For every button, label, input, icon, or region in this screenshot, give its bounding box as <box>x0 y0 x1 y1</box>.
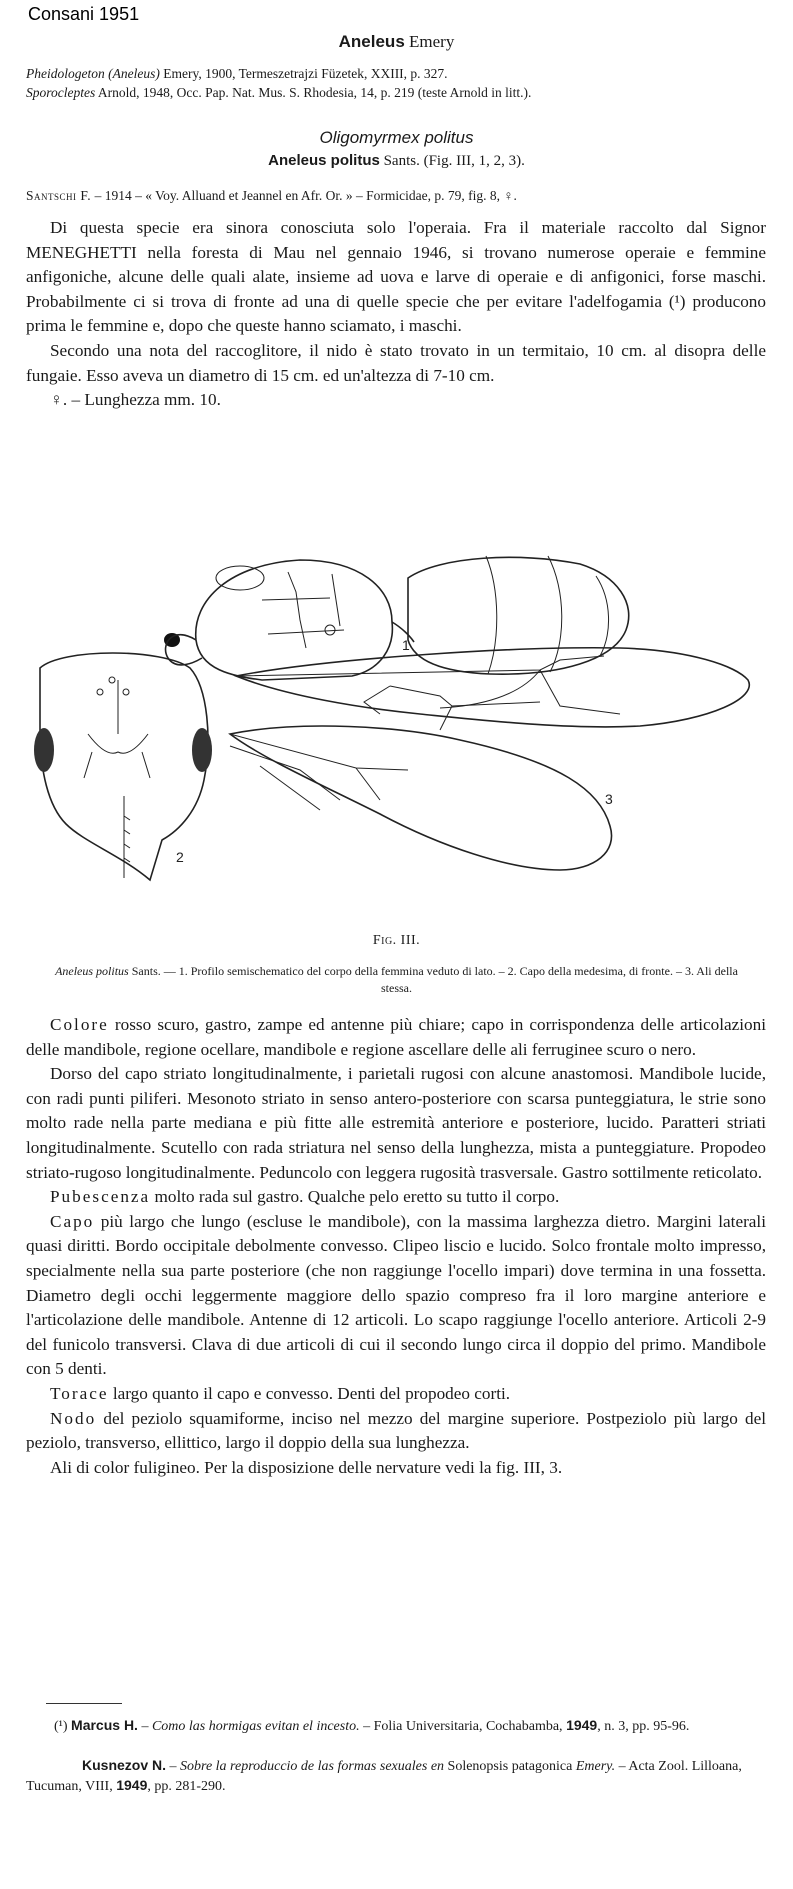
footnote-year: 1949 <box>566 1717 598 1733</box>
description-paragraph <box>26 1407 766 1456</box>
ant-head-drawing <box>34 653 212 880</box>
description-paragraph <box>26 1185 766 1210</box>
footnote-title: Sobre la reproduccio de las formas sexuales en <box>180 1759 445 1774</box>
genus-author: Emery <box>409 32 455 51</box>
description-paragraph <box>26 1062 766 1185</box>
ant-wings-drawing <box>230 648 749 870</box>
species-name: Aneleus politus <box>268 152 380 169</box>
caption-text: Sants. — 1. Profilo semischematico del corpo della femmina veduto di lato. – 2. Capo della medesima, di fronte. – 3. Ali della stessa. <box>128 964 738 995</box>
synonym-line-1 <box>26 66 771 82</box>
paragraph-lead: Capo <box>50 1211 95 1231</box>
paragraph-lead: Torace <box>50 1383 109 1403</box>
intro-text <box>26 216 766 413</box>
species-figref: (Fig. III, 1, 2, 3). <box>423 153 525 169</box>
footnote-tail: , pp. 281-290. <box>147 1779 226 1794</box>
paragraph-body: largo quanto il capo e convesso. Denti del propodeo corti. <box>108 1383 511 1403</box>
description-text <box>26 1013 766 1480</box>
reference-author: Santschi F. <box>26 188 92 203</box>
footnote-1: (¹) Marcus H. – Como las hormigas evitan el incesto. – Folia Universitaria, Cochabamba, 1949, n. 3, pp. 95-96. <box>54 1717 690 1734</box>
footnote-source: – Folia Universitaria, Cochabamba, <box>359 1719 567 1734</box>
footnote-title: Como las hormigas evitan el incesto. <box>151 1719 360 1734</box>
paragraph-body: molto rada sul gastro. Qualche pelo eretto su tutto il corpo. <box>150 1187 560 1207</box>
description-paragraph <box>26 1456 766 1481</box>
reference-text: – 1914 – « Voy. Alluand et Jeannel en Afr. Or. » – Formicidae, p. 79, fig. 8, ♀. <box>91 188 517 203</box>
description-paragraph <box>26 1013 766 1062</box>
caption-species: Aneleus politus <box>55 964 129 978</box>
paragraph-body: più largo che lungo (escluse le mandibole), con la massima larghezza dietro. Margini laterali quasi diritti. Bordo occipitale debolmente convesso. Clipeo liscio e lucido. Solco frontale molto impresso, specialmente nella sua parte posteriore (che non raggiunge l'ocello impari) dove termina in una fossetta. Diametro degli occhi leggermente maggiore dello spazio compreso fra il loro margine anteriore e l'articolazione delle mandibole. Antenne di 12 articoli. Lo scapo raggiunge l'ocello anteriore. Articoli 2-9 del funicolo transversi. Clava di due articoli di cui il secondo lungo circa il doppio del primo. Mandibole con 5 denti. <box>26 1211 766 1379</box>
footnote-rule <box>46 1703 122 1704</box>
paragraph-body: Dorso del capo striato longitudinalmente, i parietali rugosi con alcune anastomosi. Mandibole lucide, con radi punti piliferi. Mesonoto striato in senso antero-posteriore con scarsa punteggiatura, le strie sono molto rade nella parte mediana e più fitte alle estremità anteriore e posteriore, lucido. Paratteri striati longitudinalmente. Scutello con rada striatura nel senso della lunghezza, mista a punteggiature. Propodeo striato-rugoso longitudinalmente. Peduncolo con leggera rugosità trasversale. Gastro sottilmente reticolato. <box>26 1064 766 1182</box>
paragraph-lead: Nodo <box>50 1408 97 1428</box>
species-current-name: Oligomyrmex politus <box>319 128 474 147</box>
footnote-2: Kusnezov N. – Sobre la reproduccio de las formas sexuales en Solenopsis patagonica Emery. – Acta Zool. Lilloana, Tucuman, VIII, 1949, pp. 281-290. <box>26 1757 742 1794</box>
intro-paragraph: Di questa specie era sinora conosciuta solo l'operaia. Fra il materiale raccolto dal Signor MENEGHETTI nella foresta di Mau nel gennaio 1946, si trovano numerose operaie e femmine anfigoniche, alcune delle quali alate, insieme ad uova e larve di operaie e di anfigonici, forse maschi. Probabilmente ci si trova di fronte ad una di quelle specie che per evitare l'adelfogamia (¹) producono prima le femmine e, dopo che queste hanno sciamato, i maschi. <box>26 218 766 336</box>
figure-iii-drawing <box>0 530 793 925</box>
species-heading <box>0 152 793 170</box>
footnote-source: – Acta Zool. Lilloana, Tucuman, VIII, <box>26 1759 742 1794</box>
footnote-tail: , n. 3, pp. 95-96. <box>597 1719 690 1734</box>
species-author: Sants. <box>383 153 420 169</box>
source-stamp: Consani 1951 <box>28 4 140 24</box>
figure-label-3: 3 <box>605 791 613 807</box>
synonym-genus: Sporocleptes <box>26 85 96 100</box>
figure-caption <box>40 963 753 997</box>
synonym-rest: Emery, 1900, Termeszetrajzi Füzetek, XXIII, p. 327. <box>159 66 448 81</box>
intro-paragraph: ♀. – Lunghezza mm. 10. <box>50 390 221 410</box>
footnote-year: 1949 <box>116 1777 148 1793</box>
synonym-genus: Pheidologeton <box>26 66 105 81</box>
paragraph-body: Ali di color fuligineo. Per la disposizione delle nervature vedi la fig. III, 3. <box>50 1457 563 1477</box>
figure-label-2: 2 <box>176 849 184 865</box>
footnote-title-2: Emery. <box>575 1759 616 1774</box>
genus-heading <box>0 32 793 52</box>
synonym-rest: Arnold, 1948, Occ. Pap. Nat. Mus. S. Rhodesia, 14, p. 219 (teste Arnold in litt.). <box>95 85 532 100</box>
footnote-author: Marcus H. <box>71 1717 138 1733</box>
paragraph-body: rosso scuro, gastro, zampe ed antenne più chiare; capo in corrispondenza delle articolazioni delle mandibole, regione ocellare, mandibole e regione ascellare delle ali ferruginee scuro o nero. <box>26 1015 766 1059</box>
santschi-reference <box>26 188 771 204</box>
paragraph-lead: Colore <box>50 1015 109 1034</box>
footnote-species: Solenopsis patagonica <box>444 1759 576 1774</box>
figure-label-1: 1 <box>402 637 410 653</box>
footnote-author: Kusnezov N. <box>82 1757 167 1773</box>
genus-name: Aneleus <box>338 32 405 51</box>
paragraph-lead: Pubescenza <box>50 1187 151 1207</box>
synonym-line-2 <box>26 85 771 101</box>
description-paragraph <box>26 1382 766 1407</box>
description-paragraph <box>26 1210 766 1382</box>
footnote-mark: (¹) <box>54 1719 68 1734</box>
ant-profile-drawing <box>164 556 629 680</box>
figure-title: Fig. III. <box>372 933 421 948</box>
paragraph-body: del peziolo squamiforme, inciso nel mezzo del margine superiore. Postpeziolo più largo del peziolo, transverso, ellittico, largo il doppio della sua lunghezza. <box>26 1408 766 1453</box>
intro-paragraph: Secondo una nota del raccoglitore, il nido è stato trovato in un termitaio, 10 cm. al disopra delle fungaie. Esso aveva un diametro di 15 cm. ed un'altezza di 7-10 cm. <box>26 340 766 385</box>
synonym-subgenus: (Aneleus) <box>108 66 160 81</box>
